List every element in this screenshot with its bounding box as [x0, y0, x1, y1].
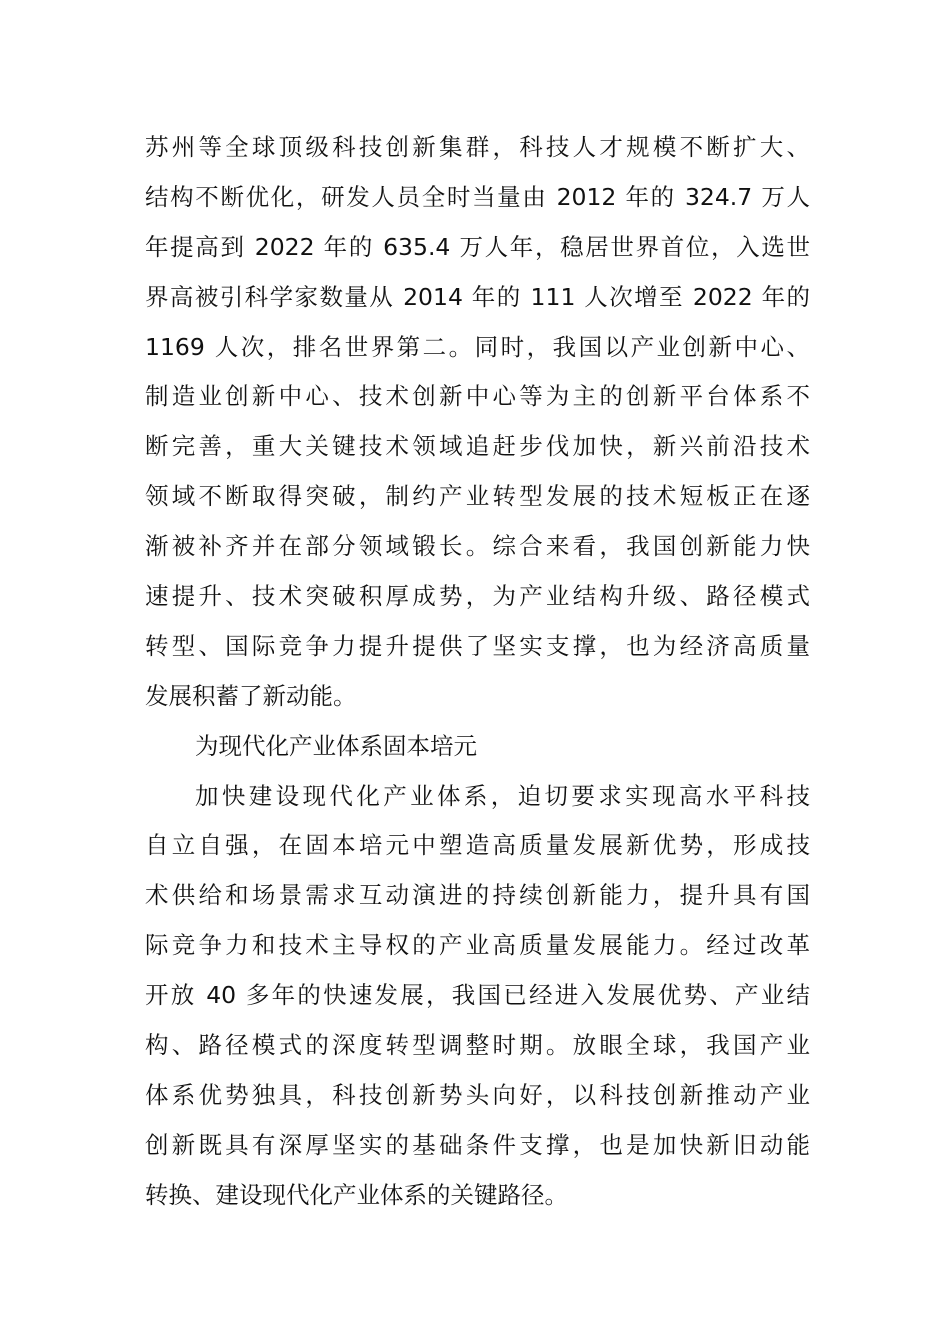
text-line: 开放 40 多年的快速发展，我国已经进入发展优势、产业结: [145, 981, 810, 1010]
text-line: 结构不断优化，研发人员全时当量由 2012 年的 324.7 万人: [145, 182, 810, 211]
text-line: 速提升、技术突破积厚成势，为产业结构升级、路径模式: [145, 582, 810, 611]
text-line: 体系优势独具，科技创新势头向好，以科技创新推动产业: [145, 1080, 810, 1109]
text-line: 1169 人次，排名世界第二。同时，我国以产业创新中心、: [145, 332, 810, 361]
text-line: 苏州等全球顶级科技创新集群，科技人才规模不断扩大、: [145, 133, 810, 161]
text-line: 创新既具有深厚坚实的基础条件支撑，也是加快新旧动能: [145, 1130, 810, 1159]
text-line: 断完善，重大关键技术领域追赶步伐加快，新兴前沿技术: [145, 432, 810, 461]
text-line: 转换、建设现代化产业体系的关键路径。: [145, 1180, 568, 1209]
text-line: 构、路径模式的深度转型调整时期。放眼全球，我国产业: [145, 1031, 810, 1060]
text-line: 际竞争力和技术主导权的产业高质量发展能力。经过改革: [145, 931, 810, 960]
paragraph-industrial-system: [145, 772, 810, 1221]
text-line: 术供给和场景需求互动演进的持续创新能力，提升具有国: [145, 881, 810, 910]
text-line: 界高被引科学家数量从 2014 年的 111 人次增至 2022 年的: [145, 282, 810, 311]
text-line: 制造业创新中心、技术创新中心等为主的创新平台体系不: [145, 382, 810, 411]
paragraph-innovation-capacity: [145, 123, 810, 722]
text-line: 加快建设现代化产业体系，迫切要求实现高水平科技: [195, 781, 810, 810]
text-line: 领域不断取得突破，制约产业转型发展的技术短板正在逐: [145, 482, 810, 511]
text-line: 年提高到 2022 年的 635.4 万人年，稳居世界首位，入选世: [145, 232, 810, 261]
section-heading: 为现代化产业体系固本培元: [195, 731, 477, 760]
text-line: 转型、国际竞争力提升提供了坚实支撑，也为经济高质量: [145, 631, 810, 660]
document-body: [145, 123, 810, 1221]
text-line: 自立自强，在固本培元中塑造高质量发展新优势，形成技: [145, 831, 810, 860]
text-line: 渐被补齐并在部分领域锻长。综合来看，我国创新能力快: [145, 532, 810, 561]
text-line: 发展积蓄了新动能。: [145, 681, 357, 710]
